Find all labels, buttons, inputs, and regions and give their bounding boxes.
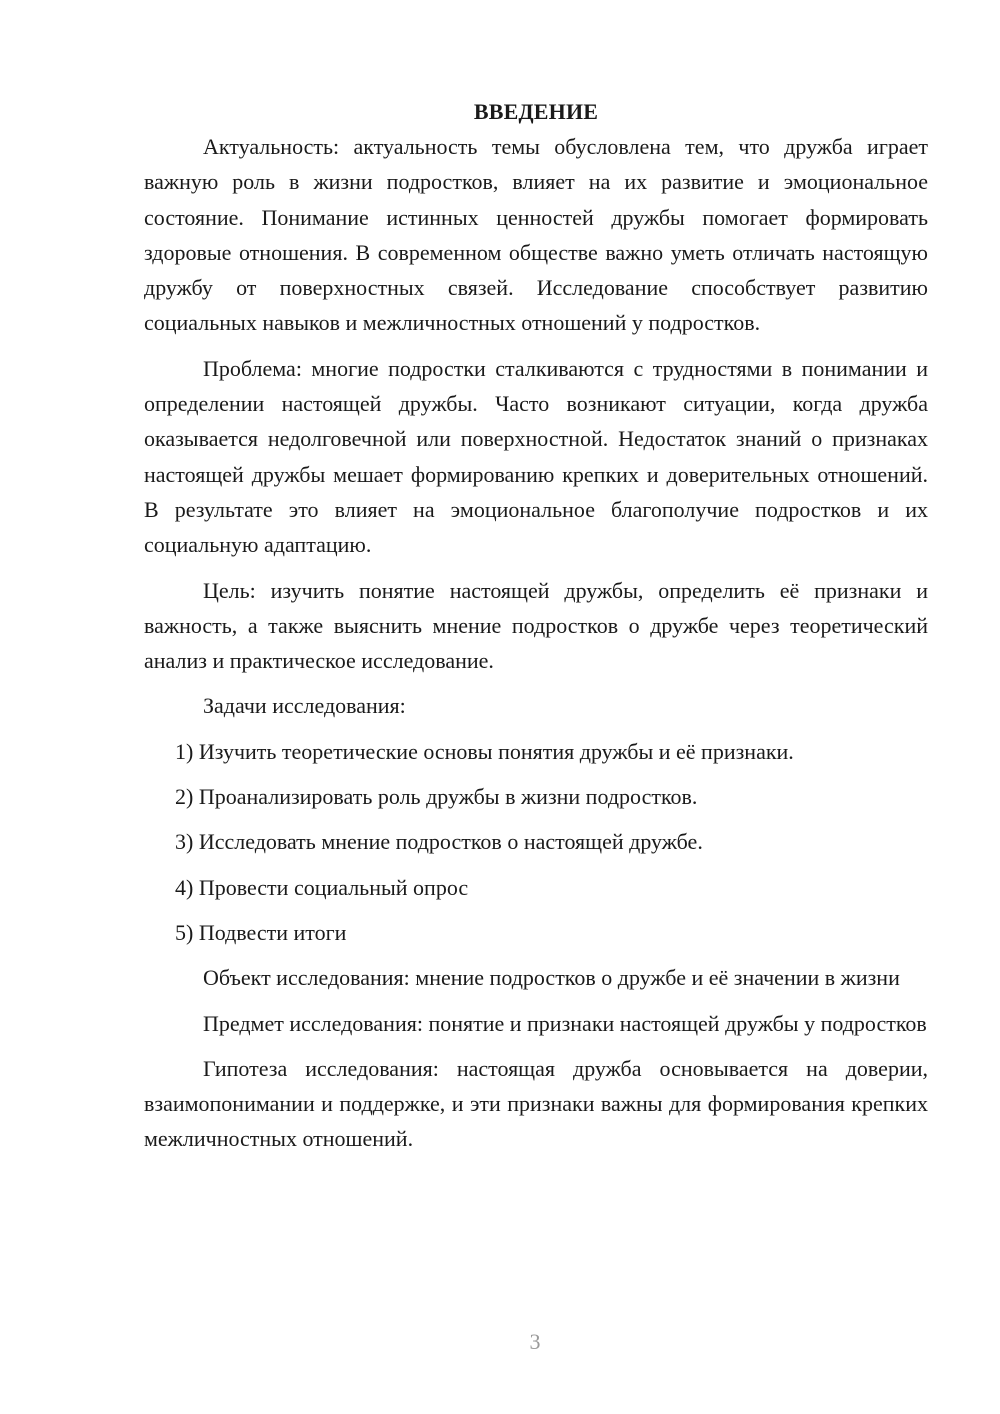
problem-paragraph: Проблема: многие подростки сталкиваются с трудностями в понимании и определении настоящей дружбы. Часто возникают ситуации, когда дружба оказывается недолговечной или поверхностной. Недостаток знаний о признаках настоящей дружбы мешает формированию крепких и доверительных отношений. В результате это влияет на эмоциональное благополучие подростков и их социальную адаптацию.	[144, 355, 928, 558]
task-item-5: 5) Подвести итоги	[175, 919, 347, 945]
page-number: 3	[529, 1329, 541, 1354]
document-page	[144, 94, 928, 1167]
hypothesis-paragraph: Гипотеза исследования: настоящая дружба основывается на доверии, взаимопонимании и поддержке, и эти признаки важны для формирования крепких межличностных отношений.	[144, 1055, 928, 1152]
object-paragraph: Объект исследования: мнение подростков о дружбе и её значении в жизни	[203, 965, 900, 991]
task-item-1: 1) Изучить теоретические основы понятия дружбы и её признаки.	[175, 738, 794, 764]
tasks-list	[144, 734, 928, 950]
task-item-4: 4) Провести социальный опрос	[175, 874, 469, 900]
goal-paragraph: Цель: изучить понятие настоящей дружбы, определить её признаки и важность, а также выяснить мнение подростков о дружбе через теоретический анализ и практическое исследование.	[144, 577, 928, 674]
section-heading: ВВЕДЕНИЕ	[473, 99, 599, 124]
tasks-label: Задачи исследования:	[203, 693, 406, 719]
task-item-3: 3) Исследовать мнение подростков о настоящей дружбе.	[175, 829, 703, 855]
subject-paragraph: Предмет исследования: понятие и признаки настоящей дружбы у подростков	[203, 1010, 927, 1036]
task-item-2: 2) Проанализировать роль дружбы в жизни подростков.	[175, 784, 698, 810]
relevance-paragraph: Актуальность: актуальность темы обусловлена тем, что дружба играет важную роль в жизни подростков, влияет на их развитие и эмоциональное состояние. Понимание истинных ценностей дружбы помогает формировать здоровые отношения. В современном обществе важно уметь отличать настоящую дружбу от поверхностных связей. Исследование способствует развитию социальных навыков и межличностных отношений у подростков.	[144, 134, 928, 336]
